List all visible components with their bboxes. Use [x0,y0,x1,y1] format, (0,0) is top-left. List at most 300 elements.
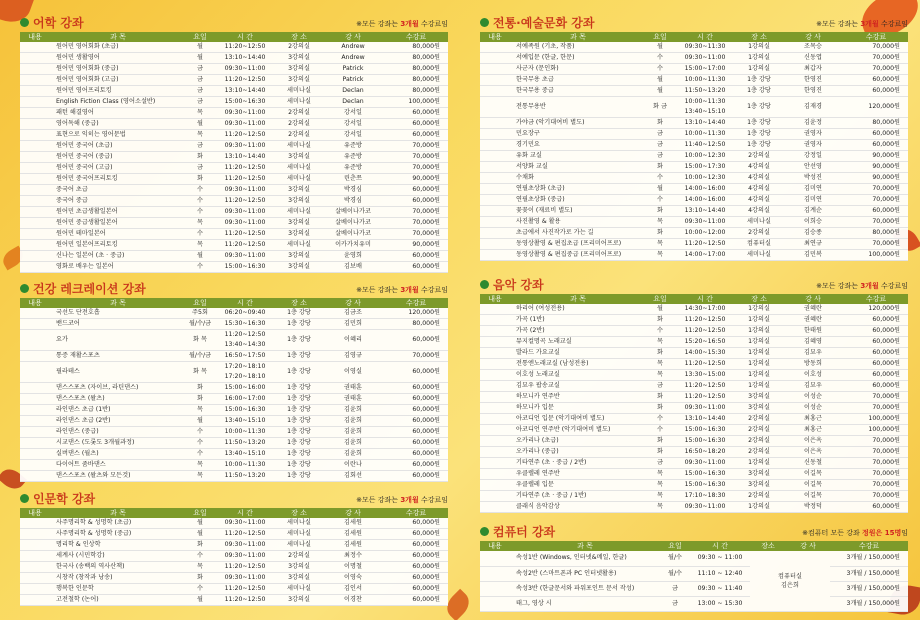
teacher-cell: 강서일 [322,108,384,119]
time-cell: 15:00~16:30 [674,436,736,447]
course-name: 하리어 (여성전용) [510,304,646,315]
fee-cell: 60,000원 [844,381,908,392]
course-name: 영화로 배우는 일본어 [50,262,186,273]
column-header: 수강료 [384,298,448,308]
course-name: 원어민 중급생활일본어 [50,218,186,229]
day-cell: 화 [186,383,214,394]
column-header: 과 목 [50,298,186,308]
teacher-cell: 살베이나가코 [322,207,384,218]
course-name: 태그, 영상 시 [510,596,660,611]
content-cell [480,217,510,228]
time-cell: 11:20~12:50 [214,42,276,53]
day-cell: 금 [186,163,214,174]
time-cell: 14:00~15:30 [674,348,736,359]
time-cell: 09:30~11:00 [214,518,276,529]
place-cell: 세미나실 [276,584,322,595]
day-cell: 목 [646,502,674,513]
table-row [20,119,448,130]
teacher-cell: 김인서 [322,584,384,595]
table-row [20,308,448,319]
course-name: 세계사 (시민학강) [50,551,186,562]
day-cell: 화 [646,228,674,239]
day-cell: 화 [186,174,214,185]
place-cell: 2강의실 [276,42,322,53]
table-row [20,75,448,86]
fee-cell: 80,000원 [384,75,448,86]
fee-cell: 70,000원 [844,195,908,206]
day-cell: 화 [186,152,214,163]
table-row [20,86,448,97]
table-row [480,228,908,239]
time-cell: 10:00~12:00 [674,228,736,239]
section-title [20,280,146,297]
course-name: 사주명리학 & 성명학 (초급) [50,518,186,529]
fee-cell: 60,000원 [844,370,908,381]
teacher-cell: 박정덕 [782,502,844,513]
course-name: 서예족원 (기초, 작품) [510,42,646,53]
place-cell: 1강의실 [736,381,782,392]
fee-cell: 90,000원 [844,151,908,162]
time-cell: 17:20~18:10 17:20~18:10 [214,362,276,383]
content-cell [480,206,510,217]
table-row [20,108,448,119]
course-name: 오카리나 (초급) [510,436,646,447]
teacher-cell: Declan [322,97,384,108]
fee-note-highlight: 3개월 [400,496,419,504]
time-cell: 15:00~16:30 [214,97,276,108]
teacher-cell: 김윤희 [322,427,384,438]
course-name: 중국어 중급 [50,196,186,207]
teacher-cell: 이희승 [782,217,844,228]
place-cell: 1강의실 [736,370,782,381]
bullet-icon [20,284,29,293]
course-name: 동영상촬영 & 편집초급 (프리미어프로) [510,239,646,250]
teacher-cell: 최홍근 [782,425,844,436]
content-cell [480,86,510,97]
fee-cell: 80,000원 [844,228,908,239]
fee-cell: 120,000원 [844,97,908,118]
day-cell: 화 [646,348,674,359]
time-cell: 11:20~12:50 [674,315,736,326]
place-cell: 3강의실 [276,562,322,573]
teacher-cell: 김윤희 [322,405,384,416]
teacher-cell: 이혜리 [322,330,384,351]
content-cell [480,129,510,140]
section-title-text: 음악 강좌 [493,278,544,292]
table-row [20,562,448,573]
health-section [20,280,448,482]
time-cell: 10:00~12:30 [674,173,736,184]
time-cell: 11:20~12:50 [214,174,276,185]
course-name: 원어민 일본어프리토킹 [50,240,186,251]
teacher-cell: 최홍근 [782,414,844,425]
place-cell: 세미나실 [276,163,322,174]
teacher-cell: 김민희 [322,319,384,330]
course-name: 오카리나 (중급) [510,447,646,458]
course-name: 서예입문 (한글, 한문) [510,53,646,64]
course-name: 원어민 중국어 (초급) [50,141,186,152]
day-cell: 화 [646,162,674,173]
teacher-cell: 한영진 [782,86,844,97]
place-cell: 3강의실 [276,595,322,606]
time-cell: 11:20~12:50 [214,75,276,86]
table-header-row [20,32,448,42]
table-row [20,551,448,562]
day-cell: 화 목 [186,330,214,351]
table-row [20,460,448,471]
time-cell: 15:30~16:30 [214,319,276,330]
course-name: 통증 재활스포츠 [50,351,186,362]
fee-cell: 60,000원 [844,140,908,151]
table-row [480,239,908,250]
place-cell: 세미나실 [276,174,322,185]
day-cell: 월 [186,595,214,606]
place-cell: 3강의실 [276,229,322,240]
time-cell: 09:30~11:00 [674,217,736,228]
time-cell: 09:30 ~ 11:00 [690,551,750,566]
day-cell: 화 [646,118,674,129]
content-cell [20,416,50,427]
teacher-cell: 이길목 [782,469,844,480]
day-cell: 금 [186,86,214,97]
content-cell [20,218,50,229]
place-cell: 3강의실 [276,152,322,163]
teacher-cell: 김금조 [322,308,384,319]
day-cell: 월/수 [660,551,690,566]
time-cell: 11:20~12:50 [214,595,276,606]
teacher-cell: 이영실 [322,362,384,383]
content-cell [20,75,50,86]
content-cell [20,240,50,251]
teacher-cell: 김묘우 [782,348,844,359]
teacher-cell: Declan [322,86,384,97]
fee-cell: 60,000원 [844,86,908,97]
content-cell [480,315,510,326]
teacher-cell: 김승종 [782,228,844,239]
time-cell: 11:10 ~ 12:40 [690,566,750,581]
teacher-cell: 이란나 [322,460,384,471]
teacher-cell: 김계순 [782,206,844,217]
time-cell: 11:20~12:50 [214,130,276,141]
time-cell: 10:00~11:30 [674,75,736,86]
time-cell: 16:50~17:50 [214,351,276,362]
fee-cell: 120,000원 [844,304,908,315]
column-header: 장 소 [276,508,322,518]
time-cell: 11:20~12:50 [214,163,276,174]
table-row [480,469,908,480]
table-header-row [20,508,448,518]
course-name: 아코디언 입문 (악기대여비 별도) [510,414,646,425]
content-cell [480,75,510,86]
teacher-cell: 권혜란 [782,304,844,315]
traditional-arts-section [480,14,908,261]
course-name: 댄스스포츠 (자이브, 라틴댄스) [50,383,186,394]
place-cell: 4강의실 [736,195,782,206]
table-row [480,304,908,315]
table-row [480,129,908,140]
course-name: 명리학 & 인상학 [50,540,186,551]
content-cell [480,162,510,173]
fee-cell: 70,000원 [844,64,908,75]
place-cell: 4강의실 [736,162,782,173]
place-cell: 컴퓨터실 [736,239,782,250]
course-name: 원어민 영어회화 (중급) [50,64,186,75]
column-header: 시 간 [690,541,750,551]
section-header [480,523,908,541]
place-cell: 세미나실 [276,540,322,551]
place-cell: 세미나실 [276,97,322,108]
place-cell: 2강의실 [736,491,782,502]
content-cell [20,130,50,141]
table-row [480,414,908,425]
table-row [480,118,908,129]
course-name: 원어민 중국어 (고급) [50,163,186,174]
day-cell: 수 [646,425,674,436]
section-title-text: 건강 레크레이션 강좌 [33,282,146,296]
place-cell: 3강의실 [276,196,322,207]
course-name: 가곡 (1반) [510,315,646,326]
fee-cell: 60,000원 [384,584,448,595]
course-name: 국선도 단전호흡 [50,308,186,319]
time-cell: 10:00~11:30 [214,460,276,471]
day-cell: 금 [660,596,690,611]
place-cell: 1강의실 [736,42,782,53]
table-row [20,141,448,152]
content-cell [480,326,510,337]
fee-cell: 100,000원 [844,414,908,425]
fee-note-pre: ※모든 강좌는 [816,20,861,28]
right-page [466,8,916,614]
column-header: 수강료 [384,32,448,42]
fee-cell: 60,000원 [844,206,908,217]
course-table [480,294,908,513]
fee-cell: 60,000원 [844,129,908,140]
table-row [480,195,908,206]
place-teacher-cell [750,551,830,611]
day-cell: 수 [646,195,674,206]
fee-note-highlight: 3개월 [400,286,419,294]
fee-cell: 3개월 / 150,000원 [830,566,908,581]
fee-note [802,528,908,538]
table-row [480,97,908,118]
time-cell: 11:50~13:20 [214,438,276,449]
day-cell: 월 [646,86,674,97]
fee-cell: 60,000원 [384,562,448,573]
place-cell: 1층 강당 [276,460,322,471]
table-row [480,502,908,513]
time-cell: 09:30~11:00 [674,502,736,513]
content-cell [480,64,510,75]
place-cell: 1강의실 [736,326,782,337]
table-row [20,518,448,529]
column-header: 내용 [20,298,50,308]
content-cell [480,53,510,64]
column-header: 수강료 [830,541,908,551]
content-cell [480,403,510,414]
teacher-cell: 김윤정 [782,118,844,129]
course-name: 연필초상화 (초급) [510,184,646,195]
table-row [20,152,448,163]
day-cell: 금 [186,141,214,152]
content-cell [480,381,510,392]
teacher-cell: 한태원 [782,326,844,337]
day-cell: 목 [186,471,214,482]
place-cell: 1층 강당 [276,416,322,427]
teacher-cell: Andrew [322,53,384,64]
section-title-text: 전통·예술문화 강좌 [493,16,595,30]
column-header: 수강료 [844,32,908,42]
content-cell [480,392,510,403]
teacher-cell: 김세원 [322,518,384,529]
day-cell: 목 [186,218,214,229]
table-header-row [480,294,908,304]
table-row [20,319,448,330]
fee-cell: 60,000원 [384,405,448,416]
day-cell: 수 [186,196,214,207]
course-name: 기타연주 (초 · 중급 / 1반) [510,491,646,502]
course-name: 중국어 초급 [50,185,186,196]
table-row [20,229,448,240]
course-name: 고전철학 (논어) [50,595,186,606]
fee-note-post: 수강료임 [878,20,908,28]
fee-cell: 3개월 / 150,000원 [830,551,908,566]
time-cell: 15:00~16:30 [674,480,736,491]
left-page [6,8,456,614]
course-name: 요가 [50,330,186,351]
content-cell [20,262,50,273]
column-header: 수강료 [384,508,448,518]
day-cell: 목 [646,359,674,370]
column-header: 과 목 [510,294,646,304]
content-cell [480,596,510,611]
time-cell: 10:00~11:30 [674,129,736,140]
day-cell: 목 [186,405,214,416]
column-header: 수강료 [844,294,908,304]
table-row [20,240,448,251]
column-header: 내용 [20,32,50,42]
place-cell: 1강의실 [736,458,782,469]
place-cell: 2강의실 [276,119,322,130]
time-cell: 09:30~11:00 [214,251,276,262]
teacher-cell: Patrick [322,75,384,86]
place-cell: 3강의실 [276,262,322,273]
course-name: 가야금 (악기대여비 별도) [510,118,646,129]
table-row [20,427,448,438]
column-header: 장 소 [276,298,322,308]
day-cell: 수 [186,207,214,218]
day-cell: 월 [646,75,674,86]
teacher-cell: 한영진 [782,75,844,86]
teacher-cell: 김영규 [322,351,384,362]
place-cell: 4강의실 [736,184,782,195]
course-name: English Fiction Class (영어소설반) [50,97,186,108]
time-cell: 10:00~11:30 [214,427,276,438]
table-row [480,551,908,566]
fee-cell: 3개월 / 150,000원 [830,596,908,611]
fee-cell: 70,000원 [844,469,908,480]
content-cell [20,196,50,207]
teacher-cell: 김혜영 [782,337,844,348]
place-cell: 1층 강당 [276,308,322,319]
day-cell: 월 [186,529,214,540]
teacher-cell: 이은옥 [782,436,844,447]
table-row [480,173,908,184]
day-cell: 화 목 [186,362,214,383]
place-cell: 3강의실 [276,218,322,229]
time-cell: 09:30~11:00 [214,119,276,130]
course-name: 원어민 중국어 (중급) [50,152,186,163]
column-header: 내용 [480,294,510,304]
section-title [480,523,555,540]
table-row [20,573,448,584]
day-cell: 수 [186,584,214,595]
time-cell: 13:10~14:40 [214,53,276,64]
day-cell: 목 [186,130,214,141]
section-title [20,14,84,31]
table-row [480,491,908,502]
place-cell: 2강의실 [736,414,782,425]
teacher-cell: 이카가치유미 [322,240,384,251]
section-title [480,276,544,293]
place-cell: 4강의실 [736,173,782,184]
fee-cell: 60,000원 [384,119,448,130]
place-cell: 1강의실 [736,348,782,359]
day-cell: 목 [646,239,674,250]
time-cell: 11:20~12:50 [214,240,276,251]
column-header: 시 간 [674,294,736,304]
table-row [20,130,448,141]
time-cell: 11:20~12:50 [214,229,276,240]
time-cell: 11:20~12:50 [214,584,276,595]
place-cell: 3강의실 [276,64,322,75]
course-name: 댄스스포츠 (왈츠와 모든것) [50,471,186,482]
teacher-cell: 강서일 [322,119,384,130]
content-cell [480,359,510,370]
teacher-cell: 강서일 [322,130,384,141]
table-row [20,330,448,351]
place-cell: 1강의실 [736,53,782,64]
time-cell: 10:00~12:30 [674,151,736,162]
content-cell [480,458,510,469]
table-row [20,383,448,394]
fee-cell: 60,000원 [384,595,448,606]
fee-cell: 3개월 / 150,000원 [830,581,908,596]
place-cell: 1층 강당 [276,351,322,362]
course-name: 꽃꽂이 (재료비 별도) [510,206,646,217]
teacher-cell: 김은희 [781,581,799,589]
fee-note [356,19,448,29]
day-cell: 금 [186,75,214,86]
content-cell [20,405,50,416]
content-cell [480,184,510,195]
column-header: 강 사 [782,294,844,304]
fee-note [816,19,908,29]
teacher-cell: 이경찬 [322,595,384,606]
teacher-cell: 박성진 [782,173,844,184]
column-header: 강 사 [786,541,830,551]
column-header: 요일 [646,32,674,42]
section-header [20,14,448,32]
place-cell: 4강의실 [736,206,782,217]
content-cell [20,251,50,262]
day-cell: 수 [646,173,674,184]
content-cell [480,239,510,250]
day-cell: 화 [646,392,674,403]
content-cell [20,330,50,351]
time-cell: 09:30~11:00 [214,540,276,551]
course-name: 원어민 초급생활일본어 [50,207,186,218]
day-cell: 수 [646,326,674,337]
